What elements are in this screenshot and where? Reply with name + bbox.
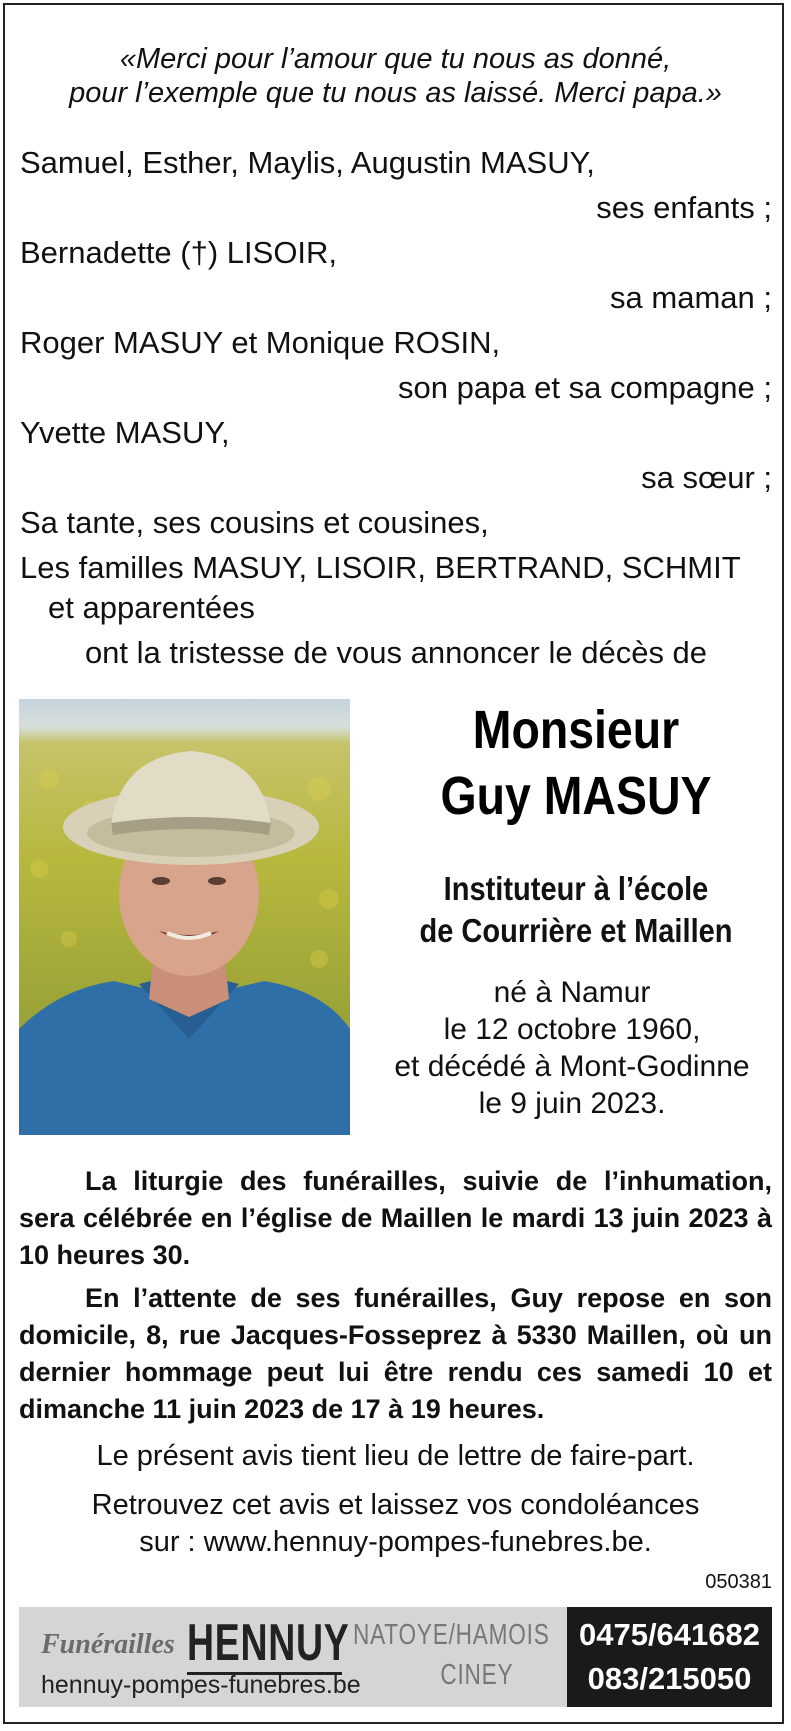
epigraph-quote [0,42,791,110]
life-dates [372,974,772,1122]
funeral-home-banner [19,1607,772,1707]
brand-logo-text: HENNUY [187,1614,350,1672]
family-father: Roger MASUY et Monique ROSIN, [20,325,501,360]
towns-line-2: CINEY [440,1659,514,1691]
family-sister-role: sa sœur ; [641,460,772,495]
family-relatives: Sa tante, ses cousins et cousines, [20,505,489,540]
announcement-line: ont la tristesse de vous annoncer le décès de [84,635,708,670]
family-children-role: ses enfants ; [596,190,772,225]
family-sister: Yvette MASUY, [20,415,230,450]
faire-part-notice: Le présent avis tient lieu de lettre de faire-part. [96,1440,695,1472]
deceased-name: Guy MASUY [440,766,712,826]
family-children: Samuel, Esther, Maylis, Augustin MASUY, [20,145,595,180]
birth-place: né à Namur [493,976,651,1009]
profession-line-2: de Courrière et Maillen [419,912,733,949]
family-father-role: son papa et sa compagne ; [398,370,772,405]
portrait-illustration [19,699,350,1135]
quote-line-1: «Merci pour l’amour que tu nous as donné, [119,43,672,75]
phone-box [567,1607,772,1707]
quote-line-2: pour l’exemple que tu nous as laissé. Merci papa.» [69,77,722,109]
phone-landline[interactable]: 083/215050 [587,1661,752,1696]
death-place: et décédé à Mont-Godinne [394,1050,750,1083]
reference-number: 050381 [705,1571,772,1593]
family-families-cont: et apparentées [48,590,255,625]
funeral-home-towns [353,1615,550,1695]
family-list [20,140,772,675]
condolences-notice [0,1487,791,1561]
funerailles-label: Funérailles [41,1629,175,1660]
condolences-line: Retrouvez cet avis et laissez vos condoléances [91,1489,700,1521]
funeral-home-website[interactable]: hennuy-pompes-funebres.be [41,1671,361,1699]
viewing-paragraph: En l’attente de ses funérailles, Guy repose en son domicile, 8, rue Jacques-Fosseprez à 5330 Maillen, où un dernier hommage peut lui être rendu ces samedi 10 et dimanche 11 juin 2023 de 17 à 19 heures. [19,1283,772,1424]
death-date: le 9 juin 2023. [478,1087,666,1120]
family-families: Les familles MASUY, LISOIR, BERTRAND, SCHMIT [20,550,741,585]
profession-line-1: Instituteur à l’école [443,870,709,907]
towns-line-1: NATOYE/HAMOIS [353,1619,550,1651]
phone-mobile[interactable]: 0475/641682 [578,1617,761,1652]
deceased-title: Monsieur [472,700,680,760]
deceased-profession [404,868,749,952]
portrait-photo [19,699,350,1135]
family-mother: Bernadette (†) LISOIR, [20,235,338,270]
condolences-website-link[interactable]: sur : www.hennuy-pompes-funebres.be. [139,1526,652,1558]
family-mother-role: sa maman ; [610,280,772,315]
birth-date: le 12 octobre 1960, [443,1013,701,1046]
funeral-liturgy-paragraph: La liturgie des funérailles, suivie de l’inhumation, sera célébrée en l’église de Maillen le mardi 13 juin 2023 à 10 heures 30. [19,1166,772,1270]
